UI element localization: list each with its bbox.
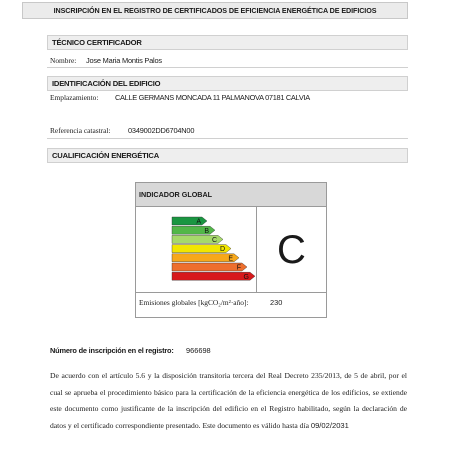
divider bbox=[47, 67, 408, 68]
emisiones-value: 230 bbox=[270, 298, 283, 307]
scale-letter-f: F bbox=[236, 264, 241, 272]
scale-letter-a: A bbox=[196, 218, 201, 226]
nombre-label: Nombre: bbox=[50, 56, 77, 65]
scale-letter-c: C bbox=[211, 237, 217, 244]
section-header-cualificacion: CUALIFICACIÓN ENERGÉTICA bbox=[47, 148, 408, 163]
indicador-global-title: INDICADOR GLOBAL bbox=[136, 183, 326, 207]
nombre-value: Jose Maria Montis Palos bbox=[86, 56, 162, 65]
scale-letter-g: G bbox=[243, 273, 249, 281]
divider bbox=[136, 292, 326, 293]
section-header-tecnico: TÉCNICO CERTIFICADOR bbox=[47, 35, 408, 50]
emisiones-label: Emisiones globales [kgCO₂/m²·año]: bbox=[139, 298, 249, 307]
energy-scale bbox=[136, 208, 256, 292]
referencia-value: 0349002DD6704N00 bbox=[128, 126, 195, 135]
emplazamiento-label: Emplazamiento: bbox=[50, 93, 99, 102]
scale-letter-d: D bbox=[219, 246, 225, 254]
referencia-label: Referencia catastral: bbox=[50, 126, 111, 135]
legal-text: De acuerdo con el artículo 5.6 y la disposición transitoria tercera del Real Decreto 235/2013, de 5 de abril, por el cual se aprueba el procedimiento básico para la certificación de la eficiencia energética de los edificios, se extiende este documento como justificante de la inscripción del edificio en el Registro habilitado, según la declaración de datos y el certificado correspondiente presentado. Este documento es válido hasta día bbox=[50, 371, 407, 430]
section-header-edificio: IDENTIFICACIÓN DEL EDIFICIO bbox=[47, 76, 408, 91]
emplazamiento-value: CALLE GERMANS MONCADA 11 PALMANOVA 07181 CALVIA bbox=[115, 93, 310, 102]
divider bbox=[47, 138, 408, 139]
scale-bar-a bbox=[172, 217, 207, 225]
legal-paragraph bbox=[50, 368, 407, 434]
scale-bar-g bbox=[172, 272, 255, 280]
document-title: INSCRIPCIÓN EN EL REGISTRO DE CERTIFICADOS DE EFICIENCIA ENERGÉTICA DE EDIFICIOS bbox=[22, 2, 408, 19]
energy-rating: C bbox=[277, 228, 306, 272]
scale-letter-b: B bbox=[204, 227, 209, 235]
registro-label: Número de inscripción en el registro: bbox=[50, 346, 174, 355]
validity-date: 09/02/2031 bbox=[310, 420, 349, 430]
registro-value: 966698 bbox=[186, 346, 211, 355]
scale-letter-e: E bbox=[228, 255, 233, 263]
